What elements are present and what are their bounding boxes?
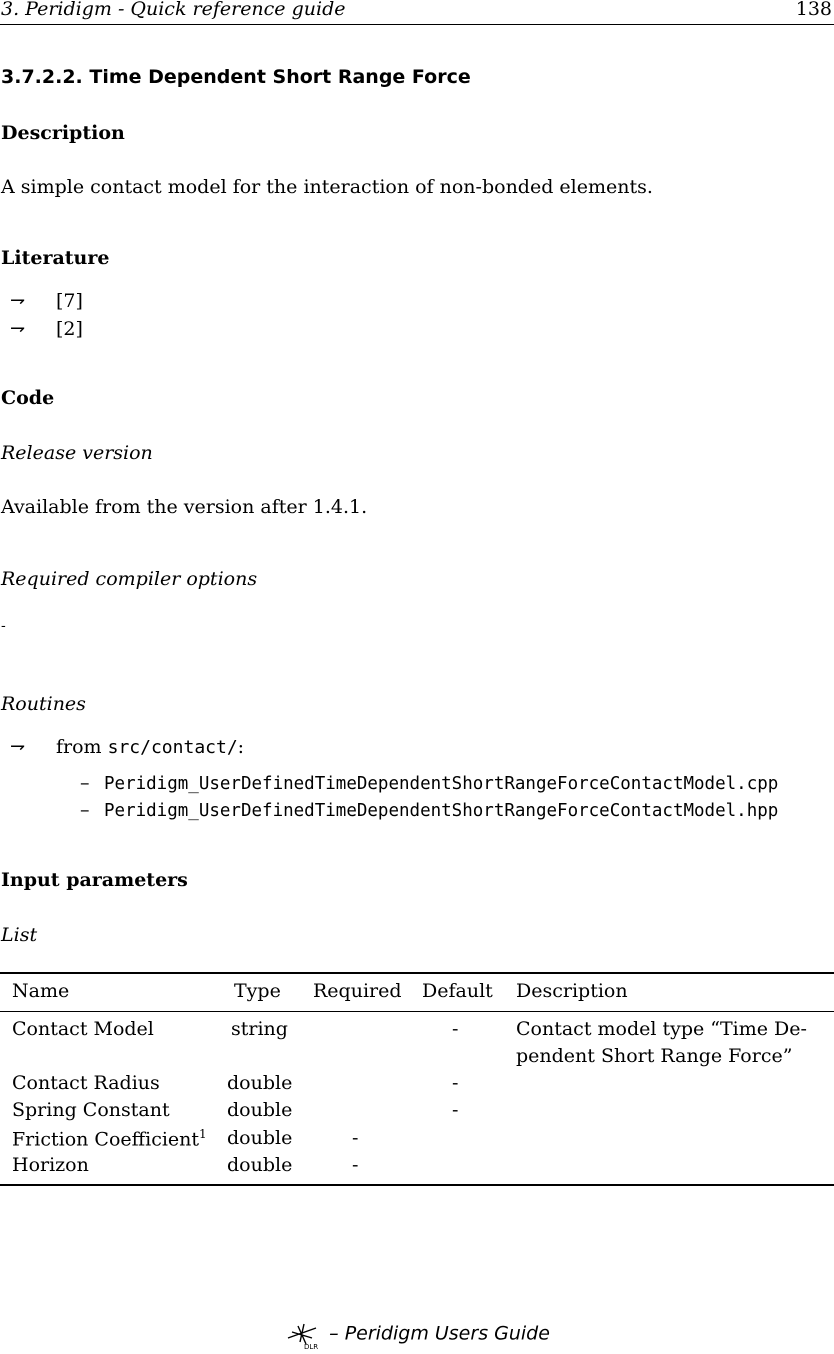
cell-default: - bbox=[452, 1099, 459, 1121]
literature-item: [2] bbox=[56, 318, 83, 340]
cell-name bbox=[12, 1127, 207, 1150]
routine-file: Peridigm_UserDefinedTimeDependentShortRangeForceContactModel.hpp bbox=[104, 801, 779, 821]
header-chapter: 3. Peridigm - Quick reference guide bbox=[1, 0, 346, 20]
dash-marker: – bbox=[80, 799, 90, 821]
input-parameters-heading: Input parameters bbox=[1, 869, 188, 891]
list-heading: List bbox=[1, 924, 38, 946]
cell-required: - bbox=[352, 1127, 359, 1149]
running-header bbox=[0, 0, 834, 25]
cell-default: - bbox=[452, 1072, 459, 1094]
bullet-arrow-icon: ⇁ bbox=[10, 290, 26, 311]
footnote-marker: 1 bbox=[199, 1127, 207, 1141]
column-header: Name bbox=[12, 980, 70, 1002]
code-heading: Code bbox=[1, 387, 55, 409]
footer-title: – Peridigm Users Guide bbox=[329, 1322, 550, 1345]
release-version-heading: Release version bbox=[1, 442, 153, 464]
cell-name: Contact Model bbox=[12, 1018, 154, 1040]
cell-name: Spring Constant bbox=[12, 1099, 170, 1121]
description-heading: Description bbox=[1, 122, 125, 144]
cell-description: Contact model type “Time De- bbox=[516, 1018, 807, 1040]
routines-from-line bbox=[56, 736, 244, 758]
dlr-logo-text: DLR bbox=[304, 1343, 319, 1350]
routines-colon: : bbox=[237, 736, 245, 758]
cell-default: - bbox=[452, 1018, 459, 1040]
routines-heading: Routines bbox=[1, 693, 86, 715]
literature-heading: Literature bbox=[1, 247, 110, 269]
dash-marker: – bbox=[80, 772, 90, 794]
table-header-rule bbox=[0, 1011, 834, 1012]
compiler-options-text: - bbox=[1, 618, 6, 634]
bullet-arrow-icon: ⇁ bbox=[10, 736, 26, 757]
section-title: 3.7.2.2. Time Dependent Short Range Force bbox=[1, 66, 471, 88]
dlr-logo-icon bbox=[284, 1320, 324, 1350]
page-footer bbox=[0, 1320, 834, 1350]
compiler-options-heading: Required compiler options bbox=[1, 568, 258, 590]
cell-description-continued: pendent Short Range Force” bbox=[516, 1045, 793, 1067]
cell-type: double bbox=[227, 1072, 293, 1094]
description-text: A simple contact model for the interaction of non-bonded elements. bbox=[1, 176, 653, 198]
cell-type: string bbox=[231, 1018, 288, 1040]
column-header: Required bbox=[313, 980, 402, 1002]
cell-name: Horizon bbox=[12, 1154, 89, 1176]
routine-file: Peridigm_UserDefinedTimeDependentShortRangeForceContactModel.cpp bbox=[104, 774, 779, 794]
cell-required: - bbox=[352, 1154, 359, 1176]
table-bottom-rule bbox=[0, 1184, 834, 1186]
cell-name: Contact Radius bbox=[12, 1072, 160, 1094]
release-version-text: Available from the version after 1.4.1. bbox=[1, 496, 368, 518]
cell-type: double bbox=[227, 1154, 293, 1176]
routines-from-label: from bbox=[56, 736, 108, 758]
literature-item: [7] bbox=[56, 290, 83, 312]
header-page-number: 138 bbox=[795, 0, 832, 20]
table-top-rule bbox=[0, 972, 834, 974]
cell-type: double bbox=[227, 1127, 293, 1149]
column-header: Type bbox=[234, 980, 281, 1002]
column-header: Description bbox=[516, 980, 628, 1002]
cell-type: double bbox=[227, 1099, 293, 1121]
column-header: Default bbox=[422, 980, 493, 1002]
bullet-arrow-icon: ⇁ bbox=[10, 318, 26, 339]
routines-directory: src/contact/ bbox=[107, 737, 238, 758]
cell-name-text: Friction Coefficient bbox=[12, 1128, 200, 1151]
